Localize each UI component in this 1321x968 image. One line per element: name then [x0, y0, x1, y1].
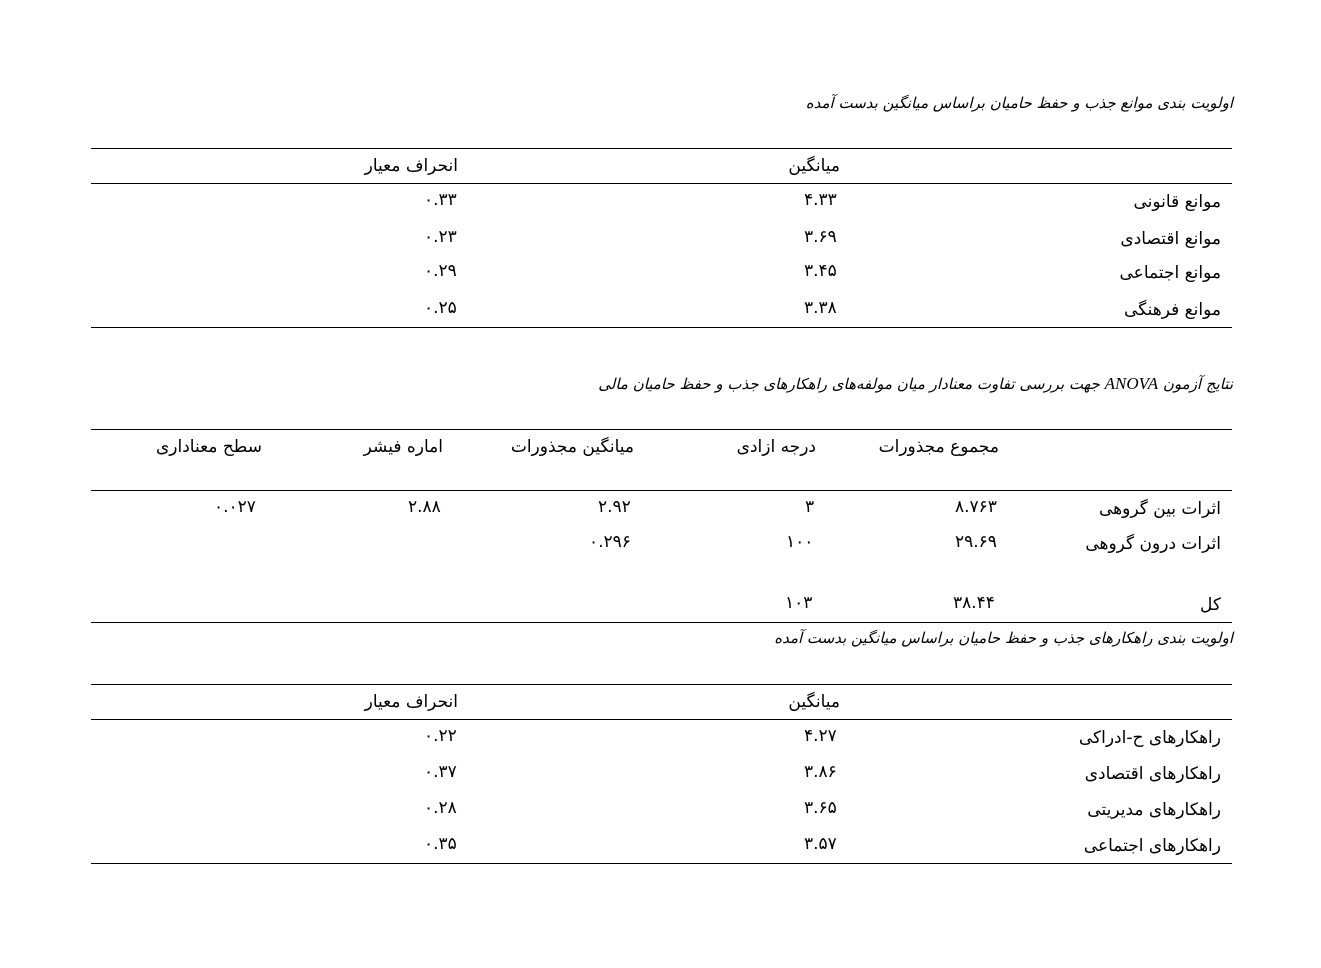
table3-row-label: راهکارهای اقتصادی — [1084, 764, 1221, 784]
table1-row-mean: ۳.۳۸ — [804, 298, 837, 318]
table1-row-label: موانع اجتماعی — [1119, 263, 1221, 283]
table3-row-sd: ۰.۳۷ — [424, 762, 457, 782]
table3-caption: اولویت بندی راهکارهای جذب و حفظ حامیان براساس میانگین بدست آمده — [774, 629, 1233, 647]
table3-header-sd: انحراف معیار — [364, 692, 458, 712]
table3-row-mean: ۳.۶۵ — [804, 798, 837, 818]
table2-row-label: اثرات درون گروهی — [1085, 534, 1221, 554]
table2-row-df: ۳ — [805, 497, 815, 517]
table1-row-label: موانع قانونی — [1133, 192, 1221, 212]
table2-row-label: کل — [1200, 595, 1221, 615]
table3-top-rule — [91, 684, 1232, 685]
table1-row-sd: ۰.۲۳ — [424, 227, 457, 247]
table2-header-df: درجه ازادی — [736, 437, 816, 457]
table1-bottom-rule — [91, 327, 1232, 328]
table2-caption-pre: نتایج آزمون — [1162, 375, 1233, 393]
table1-row-sd: ۰.۳۳ — [424, 190, 457, 210]
table2-row-ss: ۳۸.۴۴ — [953, 593, 995, 613]
table2-caption — [92, 374, 1233, 394]
table1-header-rule — [91, 183, 1232, 184]
table2-caption-post: جهت بررسی تفاوت معنادار میان مولفه‌های راهکارهای جذب و حفظ حامیان مالی — [598, 375, 1100, 393]
table1-header-mean: میانگین — [788, 156, 840, 176]
table3-row-label: راهکارهای اجتماعی — [1083, 836, 1221, 856]
table3-row-mean: ۳.۵۷ — [804, 834, 837, 854]
table1-row-mean: ۳.۴۵ — [804, 261, 837, 281]
table2-top-rule — [91, 429, 1232, 430]
table2-header-rule — [91, 490, 1232, 491]
table2-bottom-rule — [91, 622, 1232, 623]
table3-row-label: راهکارهای ح-ادراکی — [1078, 728, 1221, 748]
table1-row-label: موانع فرهنگی — [1124, 300, 1221, 320]
table3-row-label: راهکارهای مدیریتی — [1087, 800, 1221, 820]
table3-bottom-rule — [91, 863, 1232, 864]
table2-row-df: ۱۰۰ — [786, 532, 814, 552]
table2-header-ms: میانگین مجذورات — [510, 437, 634, 457]
table3-row-mean: ۴.۲۷ — [804, 726, 837, 746]
table1-row-label: موانع اقتصادی — [1120, 229, 1221, 249]
table3-header-mean: میانگین — [788, 692, 840, 712]
table3-row-sd: ۰.۲۸ — [424, 798, 457, 818]
table2-header-f: اماره فیشر — [363, 437, 443, 457]
table1-top-rule — [91, 148, 1232, 149]
table2-row-ss: ۸.۷۶۳ — [955, 497, 997, 517]
table3-row-mean: ۳.۸۶ — [804, 762, 837, 782]
table1-row-mean: ۴.۳۳ — [804, 190, 837, 210]
table2-row-ms: ۰.۲۹۶ — [589, 532, 631, 552]
table2-row-sig: ۰.۰۲۷ — [214, 497, 256, 517]
table1-header-sd: انحراف معیار — [364, 156, 458, 176]
table2-header-ss: مجموع مجذورات — [878, 437, 999, 457]
table2-caption-latin: ANOVA — [1104, 374, 1159, 393]
table2-row-df: ۱۰۳ — [785, 593, 813, 613]
table3-header-rule — [91, 719, 1232, 720]
table1-caption: اولویت بندی موانع جذب و حفظ حامیان براساس میانگین بدست آمده — [805, 94, 1233, 112]
table1-row-mean: ۳.۶۹ — [804, 227, 837, 247]
table3-row-sd: ۰.۲۲ — [424, 726, 457, 746]
table2-row-ms: ۲.۹۲ — [598, 497, 631, 517]
table3-row-sd: ۰.۳۵ — [424, 834, 457, 854]
table2-row-f: ۲.۸۸ — [408, 497, 441, 517]
table2-header-sig: سطح معناداری — [156, 437, 262, 457]
table2-row-label: اثرات بین گروهی — [1099, 499, 1221, 519]
table1-row-sd: ۰.۲۵ — [424, 298, 457, 318]
table1-row-sd: ۰.۲۹ — [424, 261, 457, 281]
table2-row-ss: ۲۹.۶۹ — [955, 532, 997, 552]
